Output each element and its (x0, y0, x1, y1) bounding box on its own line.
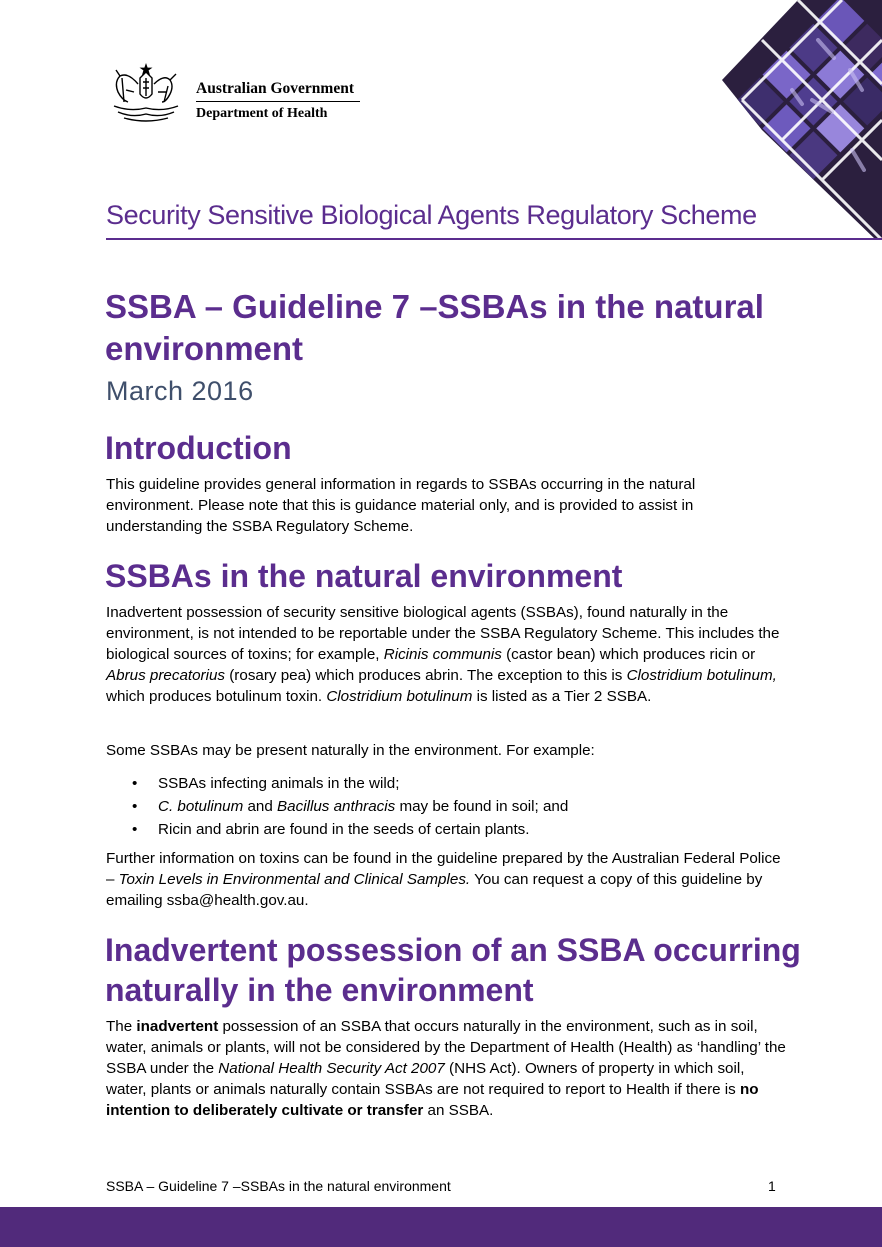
inadvertent-italic-nhs-act: National Health Security Act 2007 (218, 1060, 445, 1077)
list-item (106, 772, 786, 795)
bullet-2-text-2: may be found in soil; and (395, 798, 569, 815)
intro-paragraph: This guideline provides general information in regards to SSBAs occurring in the natural environment. Please note that this is guidance material only, and is provided to assist in understanding the SSBA Regulatory Scheme. (106, 476, 696, 535)
natural-p3-text-2: You can request a copy of this guideline by emailing ssba@health.gov.au. (106, 871, 763, 909)
natural-p1-text-4: which produces botulinum toxin. (106, 688, 327, 705)
natural-p1-text-5: is listed as a Tier 2 SSBA. (472, 688, 652, 705)
page-number: 1 (768, 1178, 776, 1194)
natural-p3-text-1: Further information on toxins can be found in the guideline prepared by the Australian Federal Police – (106, 850, 781, 888)
inadvertent-text-1: The (106, 1018, 137, 1035)
inadvertent-text-4: an SSBA. (423, 1102, 494, 1119)
natural-p1-text-3: (rosary pea) which produces abrin. The exception to this is (225, 667, 627, 684)
inadvertent-text-3: (NHS Act). Owners of property in which soil, water, plants or animals naturally contain SSBAs are not required to report to Health if there is (106, 1060, 745, 1098)
inadvertent-text-2: possession of an SSBA that occurs naturally in the environment, such as in soil, water, animals or plants, will not be considered by the Department of Health (Health) as ‘handling’ the SSBA under the (106, 1018, 786, 1077)
coat-of-arms-logo (104, 62, 188, 124)
document-date: March 2016 (106, 376, 254, 406)
government-wordmark (196, 80, 360, 123)
inadvertent-bold-2: no intention to deliberately cultivate or transfer (106, 1081, 759, 1119)
bullet-2-text-1: and (243, 798, 278, 815)
inadvertent-paragraph (106, 1016, 786, 1121)
scheme-title: Security Sensitive Biological Agents Regulatory Scheme (106, 200, 757, 230)
natural-paragraph-1 (106, 602, 786, 707)
bullet-1-text: SSBAs infecting animals in the wild; (158, 775, 400, 792)
natural-paragraph-2: Some SSBAs may be present naturally in the environment. For example: (106, 742, 595, 759)
list-item (106, 795, 786, 818)
bullet-3-text: Ricin and abrin are found in the seeds of certain plants. (158, 821, 530, 838)
natural-p1-italic-clostridium-1: Clostridium botulinum, (626, 667, 777, 684)
gov-line-department: Department of Health (196, 106, 328, 121)
footer-title: SSBA – Guideline 7 –SSBAs in the natural environment (106, 1178, 451, 1194)
heading-introduction: Introduction (105, 430, 292, 466)
natural-p1-text-2: (castor bean) which produces ricin or (501, 646, 756, 663)
bullet-2-italic-c-botulinum: C. botulinum (158, 798, 244, 815)
footer-bar (0, 1207, 882, 1247)
natural-p1-italic-ricinis: Ricinis communis (383, 646, 502, 663)
natural-p1-italic-abrus: Abrus precatorius (106, 667, 226, 684)
natural-p1-italic-clostridium-2: Clostridium botulinum (326, 688, 473, 705)
natural-paragraph-3 (106, 848, 786, 911)
heading-ssbas-natural-environment: SSBAs in the natural environment (105, 558, 623, 594)
examples-list (106, 772, 786, 841)
natural-p3-italic-toxin-levels: Toxin Levels in Environmental and Clinical Samples. (118, 871, 471, 888)
document-title: SSBA – Guideline 7 –SSBAs in the natural environment (105, 288, 764, 367)
inadvertent-bold-1: inadvertent (136, 1018, 219, 1035)
list-item (106, 818, 786, 841)
heading-inadvertent-possession: Inadvertent possession of an SSBA occurring naturally in the environment (105, 932, 801, 1008)
gov-line-australian-government: Australian Government (196, 80, 360, 102)
header-divider (106, 238, 882, 240)
bullet-2-italic-bacillus: Bacillus anthracis (277, 798, 396, 815)
natural-p1-text-1: Inadvertent possession of security sensitive biological agents (SSBAs), found naturally in the environment, is not intended to be reportable under the SSBA Regulatory Scheme. This includes the biological sources of toxins; for example, (106, 604, 780, 663)
